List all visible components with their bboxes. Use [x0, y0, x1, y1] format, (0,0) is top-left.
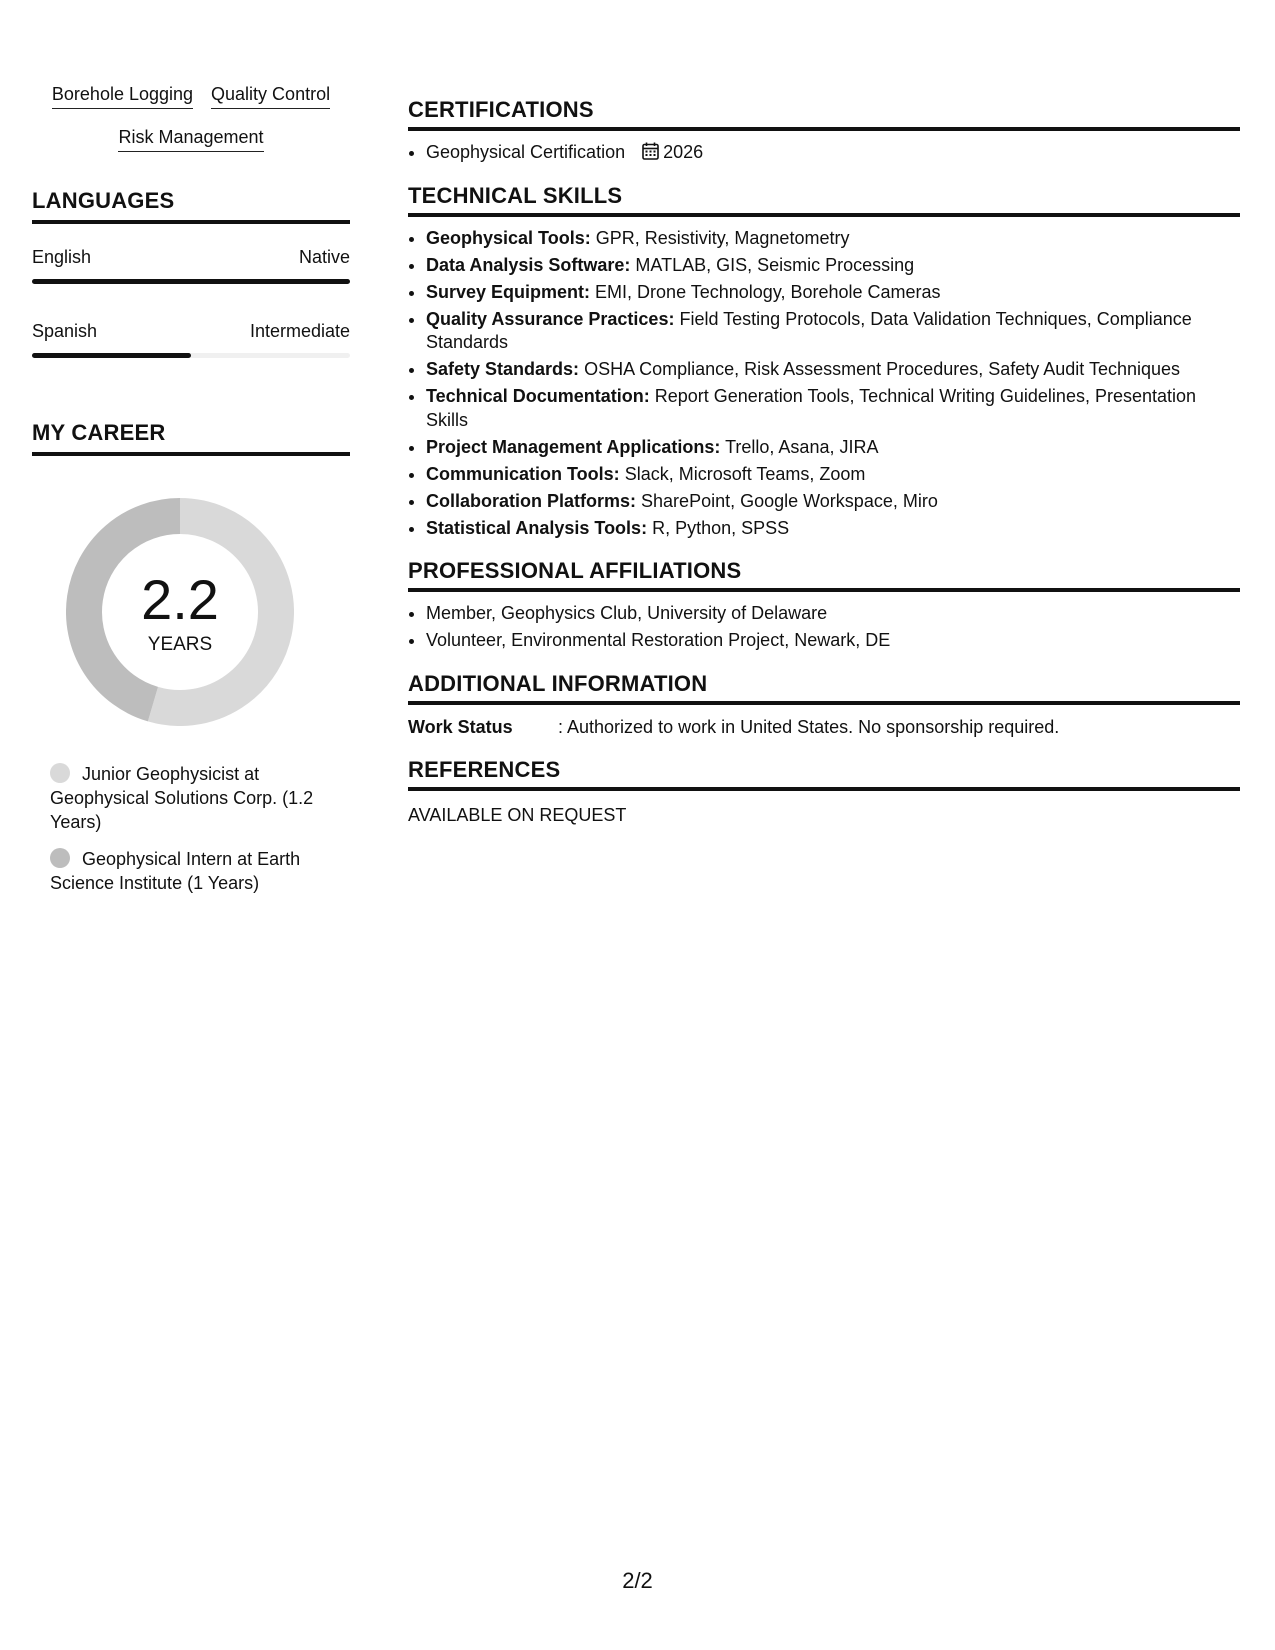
skill-label: Communication Tools: — [426, 463, 620, 484]
skill-item — [426, 308, 1240, 355]
language-name: Spanish — [32, 321, 98, 341]
skill-label: Safety Standards: — [426, 359, 580, 379]
skill-label: Quality Assurance Practices: — [426, 308, 675, 329]
skill-tag: Quality Control — [211, 84, 330, 109]
skill-value: OSHA Compliance, Risk Assessment Procedures, Safety Audit Techniques — [584, 359, 1181, 379]
skill-item — [426, 463, 1240, 487]
additional-info-section — [408, 671, 1240, 739]
affiliation-item: • Member, Geophysics Club, University of Delaware — [426, 602, 1240, 626]
skill-label: Collaboration Platforms: — [426, 490, 637, 511]
skill-tags — [32, 84, 350, 152]
language-bar-fill — [32, 279, 350, 284]
certifications-section — [408, 97, 1240, 165]
skill-value: GPR, Resistivity, Magnetometry — [595, 227, 850, 248]
skill-label: Statistical Analysis Tools: — [426, 517, 648, 538]
skill-item — [426, 385, 1240, 432]
skill-value: SharePoint, Google Workspace, Miro — [641, 490, 938, 511]
languages-list — [32, 246, 350, 358]
work-status-label: Work Status — [408, 716, 513, 737]
skill-value: R, Python, SPSS — [652, 517, 790, 538]
language-bar — [32, 279, 350, 284]
career-legend-label: Junior Geophysicist at Geophysical Solutions Corp. (1.2 Years) — [50, 764, 314, 832]
career-total-value: 2.2 — [141, 568, 219, 631]
career-donut-chart — [66, 498, 294, 726]
page-number: 2/2 — [622, 1568, 653, 1593]
skill-label: Survey Equipment: — [426, 281, 591, 302]
language-item — [32, 320, 350, 358]
skill-item — [426, 517, 1240, 541]
skill-tag: Borehole Logging — [52, 84, 193, 109]
skill-item — [426, 227, 1240, 251]
skill-item — [426, 490, 1240, 514]
language-name: English — [32, 247, 92, 267]
skill-value: EMI, Drone Technology, Borehole Cameras — [595, 281, 941, 302]
languages-heading: LANGUAGES — [32, 188, 350, 224]
sidebar — [32, 84, 350, 908]
language-level: Intermediate — [249, 321, 350, 341]
affiliations-section — [408, 558, 1240, 653]
skill-value: Report Generation Tools, Technical Writing Guidelines, Presentation Skills — [426, 386, 1197, 430]
skill-item — [426, 281, 1240, 305]
career-legend — [50, 762, 335, 895]
work-status-value: : Authorized to work in United States. No sponsorship required. — [558, 716, 1060, 737]
skill-label: Geophysical Tools: — [426, 227, 591, 248]
legend-dot-icon — [50, 848, 70, 868]
references-text: AVAILABLE ON REQUEST — [408, 804, 627, 825]
skill-value: Slack, Microsoft Teams, Zoom — [624, 463, 866, 484]
references-heading: REFERENCES — [408, 757, 1240, 791]
skill-item — [426, 436, 1240, 460]
skill-value: Trello, Asana, JIRA — [725, 436, 879, 457]
work-status-row — [408, 715, 1240, 739]
legend-dot-icon — [50, 763, 70, 783]
skill-item — [426, 254, 1240, 278]
skill-item — [426, 358, 1240, 382]
affiliation-item: • Volunteer, Environmental Restoration Project, Newark, DE — [426, 629, 1240, 653]
career-heading: MY CAREER — [32, 420, 350, 456]
affiliations-heading: PROFESSIONAL AFFILIATIONS — [408, 558, 1240, 592]
career-legend-item — [50, 847, 335, 895]
career-total-unit: YEARS — [147, 634, 213, 655]
certification-name: Geophysical Certification — [426, 142, 626, 162]
technical-skills-heading: TECHNICAL SKILLS — [408, 183, 1240, 217]
career-legend-label: Geophysical Intern at Earth Science Institute (1 Years) — [50, 849, 301, 893]
skill-label: Project Management Applications: — [426, 436, 721, 457]
career-legend-item — [50, 762, 335, 834]
additional-info-heading: ADDITIONAL INFORMATION — [408, 671, 1240, 705]
main-content — [408, 97, 1240, 845]
skill-value: MATLAB, GIS, Seismic Processing — [635, 254, 915, 275]
certification-item — [426, 141, 1240, 165]
calendar-icon — [642, 142, 659, 160]
language-item — [32, 246, 350, 284]
certification-year: 2026 — [663, 142, 704, 162]
skill-value: Field Testing Protocols, Data Validation Techniques, Compliance Standards — [426, 308, 1192, 352]
references-section — [408, 757, 1240, 827]
certifications-heading: CERTIFICATIONS — [408, 97, 1240, 131]
technical-skills-section — [408, 183, 1240, 541]
language-bar — [32, 353, 350, 358]
language-level: Native — [298, 247, 350, 267]
skill-label: Data Analysis Software: — [426, 254, 631, 275]
skill-label: Technical Documentation: — [426, 386, 650, 406]
skill-tag: Risk Management — [118, 127, 263, 152]
language-bar-fill — [32, 353, 191, 358]
